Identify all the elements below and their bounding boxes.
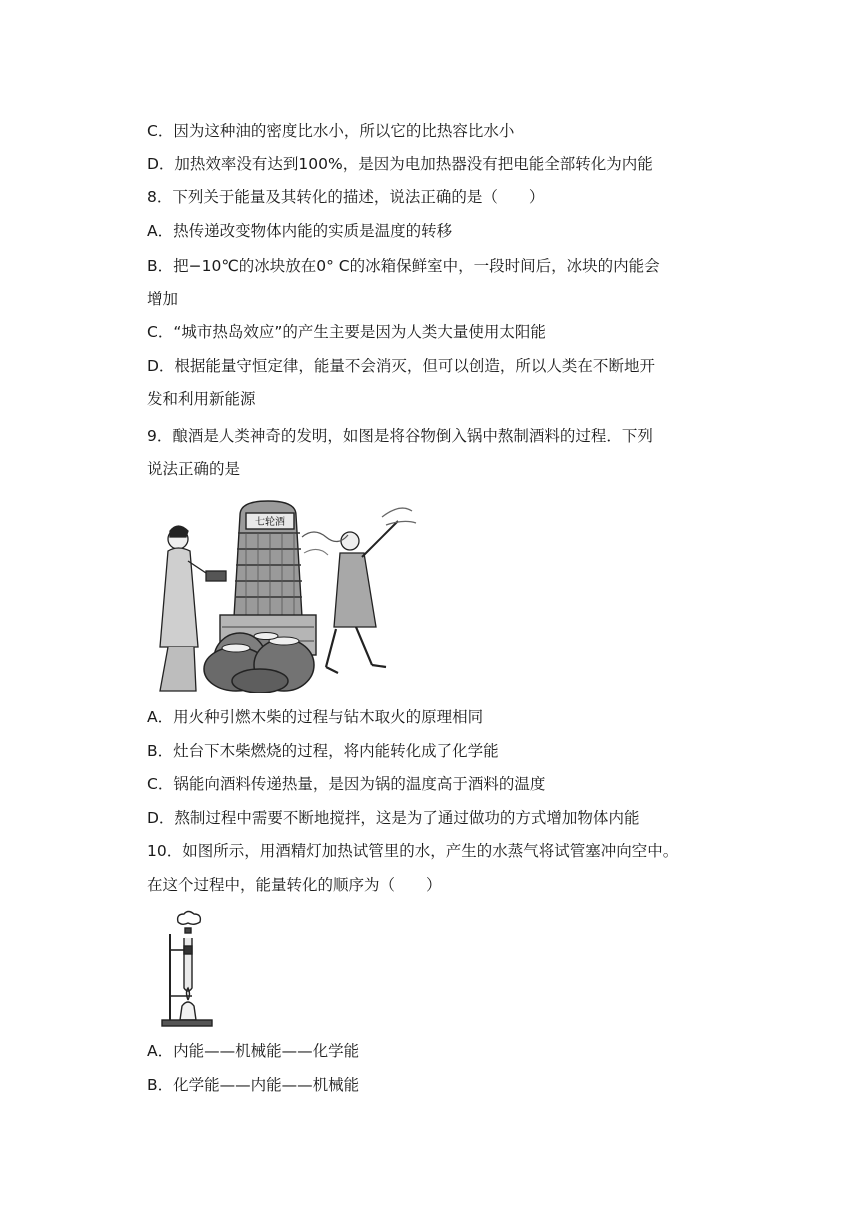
q8-option-a: A．热传递改变物体内能的实质是温度的转移 <box>147 222 453 240</box>
q8-option-c: C．“城市热岛效应”的产生主要是因为人类大量使用太阳能 <box>147 323 546 341</box>
q10-option-b: B．化学能——内能——机械能 <box>147 1076 360 1094</box>
q8-option-b-cont: 增加 <box>147 290 179 308</box>
test-tube-experiment-diagram <box>158 910 218 1030</box>
q9-stem-cont: 说法正确的是 <box>147 460 241 478</box>
q9-stem: 9．酿酒是人类神奇的发明，如图是将谷物倒入锅中熬制酒料的过程．下列 <box>147 427 653 445</box>
q10-option-a: A．内能——机械能——化学能 <box>147 1042 360 1060</box>
q8-stem: 8．下列关于能量及其转化的描述，说法正确的是（ ） <box>147 188 545 206</box>
q7-option-c: C．因为这种油的密度比水小，所以它的比热容比水小 <box>147 122 515 140</box>
q7-option-d: D．加热效率没有达到100%，是因为电加热器没有把电能全部转化为内能 <box>147 155 653 173</box>
still-sign-text: 七轮酒 <box>255 517 285 528</box>
q8-option-b: B．把−10℃的冰块放在0° C的冰箱保鲜室中，一段时间后，冰块的内能会 <box>147 257 660 275</box>
q8-option-d: D．根据能量守恒定律，能量不会消灭，但可以创造，所以人类在不断地开 <box>147 357 655 375</box>
q9-option-c: C．锅能向酒料传递热量，是因为锅的温度高于酒料的温度 <box>147 775 546 793</box>
q9-option-d: D．熬制过程中需要不断地搅拌，这是为了通过做功的方式增加物体内能 <box>147 809 640 827</box>
q9-option-b: B．灶台下木柴燃烧的过程，将内能转化成了化学能 <box>147 742 499 760</box>
wine-brewing-illustration <box>150 497 418 693</box>
q9-option-a: A．用火种引燃木柴的过程与钻木取火的原理相同 <box>147 708 484 726</box>
q10-stem-cont: 在这个过程中，能量转化的顺序为（ ） <box>147 876 442 894</box>
q8-option-d-cont: 发和利用新能源 <box>147 390 256 408</box>
q10-stem: 10．如图所示，用酒精灯加热试管里的水，产生的水蒸气将试管塞冲向空中。 <box>147 842 679 860</box>
